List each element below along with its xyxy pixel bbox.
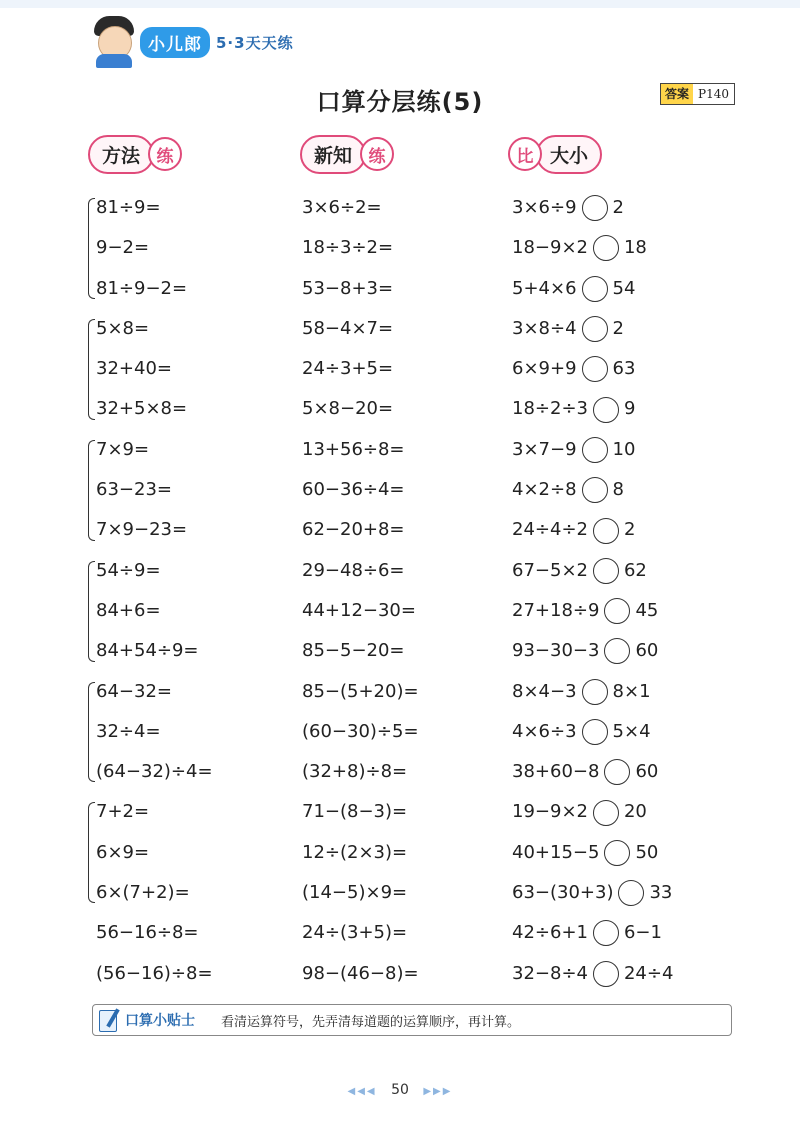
answer-tag	[660, 83, 735, 105]
compare-item	[512, 309, 673, 349]
problem: 56−16÷8=	[96, 922, 199, 944]
problem: 84+6=	[96, 599, 161, 621]
compare-left: 8×4−3	[512, 680, 577, 702]
column-new	[302, 188, 419, 994]
compare-left: 3×7−9	[512, 438, 577, 460]
compare-circle-blank[interactable]	[582, 477, 608, 503]
compare-item	[512, 430, 673, 470]
problem: 9−2=	[96, 237, 150, 259]
compare-item	[512, 954, 673, 994]
problem: 32+40=	[96, 358, 172, 380]
compare-circle-blank[interactable]	[604, 598, 630, 624]
left-arrows-icon: ◀◀◀	[347, 1086, 377, 1097]
compare-right: 20	[623, 801, 647, 823]
compare-right: 33	[649, 882, 673, 904]
problem-group	[88, 309, 213, 430]
problem: 81÷9=	[96, 197, 161, 218]
compare-item	[512, 269, 673, 309]
problem: (14−5)×9=	[302, 882, 408, 904]
compare-circle-blank[interactable]	[582, 356, 608, 382]
compare-item	[512, 873, 673, 913]
problem: 98−(46−8)=	[302, 962, 419, 984]
compare-item	[512, 389, 673, 429]
compare-item	[512, 591, 673, 631]
brace	[88, 561, 95, 662]
compare-left: 40+15−5	[512, 841, 600, 863]
compare-right: 62	[623, 559, 647, 581]
compare-left: 19−9×2	[512, 801, 588, 823]
problem: 58−4×7=	[302, 317, 394, 339]
compare-circle-blank[interactable]	[593, 235, 619, 261]
section-header-compare	[508, 134, 602, 174]
compare-right: 9	[623, 398, 636, 420]
compare-left: 4×2÷8	[512, 479, 577, 501]
compare-item	[512, 672, 673, 712]
compare-right: 2	[612, 197, 624, 218]
problem-group	[88, 672, 213, 793]
problem: (56−16)÷8=	[96, 962, 213, 984]
tip-text: 看清运算符号，先弄清每道题的运算顺序，再计算。	[221, 1014, 521, 1030]
tip-box	[92, 1004, 732, 1036]
problem: 18÷3÷2=	[302, 237, 394, 259]
compare-right: 2	[623, 519, 636, 541]
compare-circle-blank[interactable]	[618, 880, 644, 906]
problem-group	[88, 551, 213, 672]
problem: 60−36÷4=	[302, 479, 405, 501]
problem-group	[88, 430, 213, 551]
compare-item	[512, 510, 673, 550]
problem: 3×6÷2=	[302, 197, 382, 218]
compare-left: 3×8÷4	[512, 317, 577, 339]
compare-left: 18÷2÷3	[512, 398, 588, 420]
problem: 24÷(3+5)=	[302, 922, 408, 944]
compare-item	[512, 631, 673, 671]
compare-right: 18	[623, 237, 647, 259]
compare-item	[512, 188, 673, 228]
top-band	[0, 0, 800, 8]
problem: 5×8−20=	[302, 398, 394, 420]
mascot-icon	[92, 16, 136, 68]
compare-left: 18−9×2	[512, 237, 588, 259]
compare-left: 3×6÷9	[512, 197, 577, 218]
page-title: 口算分层练(5)	[316, 88, 484, 116]
compare-right: 24÷4	[623, 962, 674, 984]
brand-header	[92, 12, 294, 72]
problem: 7×9=	[96, 438, 150, 460]
compare-circle-blank[interactable]	[593, 558, 619, 584]
compare-right: 54	[612, 277, 636, 299]
problem: 32+5×8=	[96, 398, 188, 420]
problem: 85−(5+20)=	[302, 680, 419, 702]
compare-item	[512, 470, 673, 510]
compare-right: 45	[635, 599, 659, 621]
compare-item	[512, 833, 673, 873]
brand-series: 5·3天天练	[216, 33, 294, 52]
problem: 54÷9=	[96, 559, 161, 581]
problem: 13+56÷8=	[302, 438, 405, 460]
problem-group	[88, 188, 213, 309]
brace	[88, 198, 95, 299]
compare-circle-blank[interactable]	[593, 800, 619, 826]
problem: (64−32)÷4=	[96, 761, 213, 783]
problem: 12÷(2×3)=	[302, 841, 408, 863]
brace	[88, 440, 95, 541]
problem: 64−32=	[96, 680, 172, 702]
tip-label: 口算小贴士	[125, 1013, 195, 1029]
compare-right: 60	[635, 640, 659, 662]
compare-right: 50	[635, 841, 659, 863]
problem: (32+8)÷8=	[302, 761, 408, 783]
right-arrows-icon: ▶▶▶	[423, 1086, 453, 1097]
compare-item	[512, 551, 673, 591]
compare-right: 10	[612, 438, 636, 460]
problem-group	[88, 792, 213, 913]
compare-item	[512, 712, 673, 752]
problem: 7×9−23=	[96, 519, 188, 541]
section-circle-badge: 比	[508, 137, 542, 171]
section-pill: 方法	[88, 135, 154, 174]
compare-left: 6×9+9	[512, 358, 577, 380]
compare-item	[512, 792, 673, 832]
compare-left: 93−30−3	[512, 640, 600, 662]
column-compare	[512, 188, 673, 994]
compare-left: 38+60−8	[512, 761, 600, 783]
problem: 5×8=	[96, 317, 150, 339]
compare-circle-blank[interactable]	[582, 316, 608, 342]
brace	[88, 319, 95, 420]
compare-circle-blank[interactable]	[593, 397, 619, 423]
compare-right: 2	[612, 317, 624, 339]
compare-left: 67−5×2	[512, 559, 588, 581]
section-circle-badge: 练	[360, 137, 394, 171]
compare-left: 42÷6+1	[512, 922, 588, 944]
column-method	[88, 188, 213, 994]
problem: 53−8+3=	[302, 277, 394, 299]
page-footer	[0, 1082, 800, 1098]
compare-left: 27+18÷9	[512, 599, 600, 621]
compare-right: 5×4	[612, 720, 651, 742]
compare-circle-blank[interactable]	[593, 961, 619, 987]
brace	[88, 802, 95, 903]
compare-right: 8×1	[612, 680, 651, 702]
problem: 32÷4=	[96, 720, 161, 742]
compare-item	[512, 228, 673, 268]
compare-right: 60	[635, 761, 659, 783]
problem: 6×(7+2)=	[96, 882, 190, 904]
compare-circle-blank[interactable]	[604, 638, 630, 664]
section-header-method	[88, 134, 182, 174]
compare-circle-blank[interactable]	[582, 276, 608, 302]
compare-circle-blank[interactable]	[582, 437, 608, 463]
problem: 44+12−30=	[302, 599, 416, 621]
section-header-new	[300, 134, 394, 174]
problem: 71−(8−3)=	[302, 801, 408, 823]
compare-right: 6−1	[623, 922, 662, 944]
compare-circle-blank[interactable]	[593, 518, 619, 544]
section-circle-badge: 练	[148, 137, 182, 171]
section-pill: 新知	[300, 135, 366, 174]
compare-circle-blank[interactable]	[593, 920, 619, 946]
compare-circle-blank[interactable]	[604, 840, 630, 866]
brace	[88, 682, 95, 783]
compare-left: 24÷4÷2	[512, 519, 588, 541]
problem: 6×9=	[96, 841, 150, 863]
problem: 81÷9−2=	[96, 277, 188, 299]
compare-left: 5+4×6	[512, 277, 577, 299]
compare-right: 8	[612, 479, 624, 501]
answer-label: 答案	[661, 84, 693, 104]
answer-page: P140	[698, 87, 729, 101]
problem: 24÷3+5=	[302, 358, 394, 380]
compare-right: 63	[612, 358, 636, 380]
compare-left: 4×6÷3	[512, 720, 577, 742]
compare-circle-blank[interactable]	[582, 719, 608, 745]
compare-circle-blank[interactable]	[582, 679, 608, 705]
section-pill: 大小	[536, 135, 602, 174]
problem: (60−30)÷5=	[302, 720, 419, 742]
brand-logo: 小儿郎	[140, 27, 210, 58]
problem: 29−48÷6=	[302, 559, 405, 581]
notepad-pencil-icon	[99, 1008, 121, 1032]
compare-item	[512, 913, 673, 953]
compare-left: 32−8÷4	[512, 962, 588, 984]
compare-left: 63−(30+3)	[512, 882, 614, 904]
page-number: 50	[391, 1082, 409, 1098]
problem: 63−23=	[96, 479, 172, 501]
problem: 7+2=	[96, 801, 150, 823]
compare-item	[512, 752, 673, 792]
compare-circle-blank[interactable]	[582, 195, 608, 221]
problem: 62−20+8=	[302, 519, 405, 541]
problem: 84+54÷9=	[96, 640, 199, 662]
compare-item	[512, 349, 673, 389]
compare-circle-blank[interactable]	[604, 759, 630, 785]
problem: 85−5−20=	[302, 640, 405, 662]
